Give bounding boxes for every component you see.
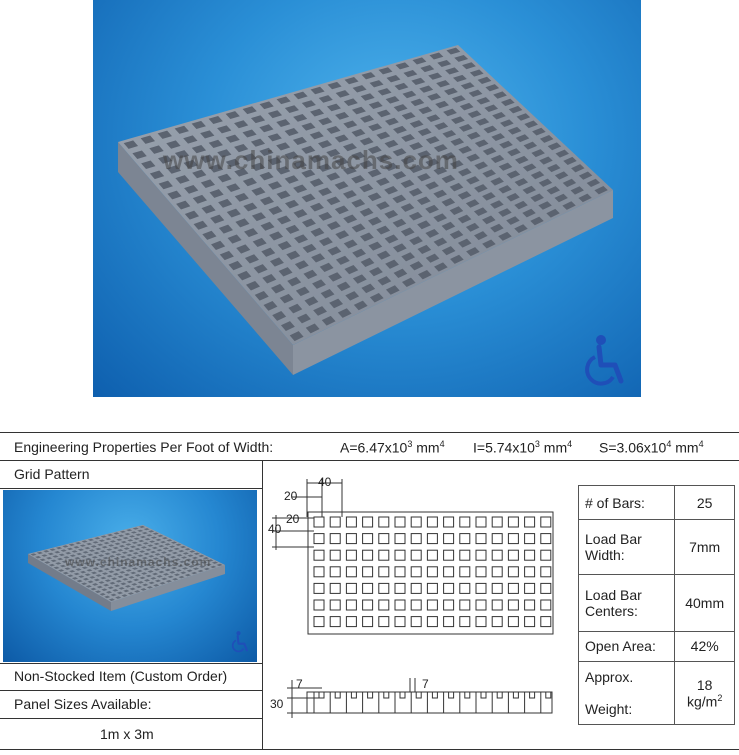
plan-opening xyxy=(525,583,535,593)
property-i-value: I=5.74x10 xyxy=(473,439,535,456)
spec-weight-value-exp: 2 xyxy=(717,692,723,703)
section-notch xyxy=(351,692,356,698)
plan-opening xyxy=(541,617,551,627)
grid-pattern-label: Grid Pattern xyxy=(14,466,90,482)
property-s-exp: 4 xyxy=(666,439,672,449)
spec-centers-value: 40mm xyxy=(675,575,735,632)
plan-opening xyxy=(363,550,373,560)
section-notch xyxy=(416,692,421,698)
plan-opening xyxy=(330,600,340,610)
plan-opening xyxy=(476,534,486,544)
section-notch xyxy=(465,692,470,698)
plan-opening xyxy=(363,567,373,577)
thumbnail-grating xyxy=(3,490,257,662)
plan-opening xyxy=(444,550,454,560)
dimension-side-30: 30 xyxy=(270,697,284,711)
section-notch xyxy=(400,692,405,698)
plan-opening xyxy=(330,517,340,527)
plan-opening xyxy=(314,617,324,627)
spec-row-weight xyxy=(579,662,735,725)
spec-weight-label xyxy=(579,662,675,725)
property-a-value: A=6.47x10 xyxy=(340,439,408,456)
section-notch xyxy=(432,692,437,698)
plan-opening xyxy=(395,550,405,560)
plan-opening xyxy=(541,583,551,593)
plan-opening xyxy=(508,517,518,527)
section-notch xyxy=(513,692,518,698)
property-s-value: S=3.06x10 xyxy=(599,439,667,456)
spec-width-label-line2: Width: xyxy=(585,547,625,564)
properties-label: Engineering Properties Per Foot of Width: xyxy=(14,439,274,455)
section-notch xyxy=(497,692,502,698)
plan-opening xyxy=(346,617,356,627)
plan-opening xyxy=(330,583,340,593)
plan-opening xyxy=(346,583,356,593)
plan-opening xyxy=(444,617,454,627)
plan-opening xyxy=(525,550,535,560)
plan-opening xyxy=(476,583,486,593)
plan-opening xyxy=(314,583,324,593)
spec-bars-label: # of Bars: xyxy=(579,486,675,520)
plan-opening xyxy=(444,567,454,577)
grating-illustration xyxy=(93,0,641,397)
plan-opening xyxy=(427,567,437,577)
property-i-exp: 3 xyxy=(534,439,540,449)
section-notch xyxy=(546,692,551,698)
spec-weight-value-line2: kg/m xyxy=(686,693,718,710)
plan-opening xyxy=(460,550,470,560)
spec-bars-value: 25 xyxy=(675,486,735,520)
plan-opening xyxy=(476,567,486,577)
plan-opening xyxy=(444,534,454,544)
plan-opening xyxy=(541,517,551,527)
dimension-top-40: 40 xyxy=(318,475,332,489)
section-notch xyxy=(335,692,340,698)
plan-opening xyxy=(525,567,535,577)
plan-opening xyxy=(379,534,389,544)
plan-opening xyxy=(411,517,421,527)
plan-opening xyxy=(427,600,437,610)
plan-opening xyxy=(508,534,518,544)
property-i xyxy=(473,439,572,456)
plan-opening xyxy=(525,600,535,610)
grid-technical-drawing xyxy=(262,475,572,745)
section-notch xyxy=(530,692,535,698)
plan-opening xyxy=(314,550,324,560)
property-s-unit-exp: 4 xyxy=(698,439,704,449)
plan-opening xyxy=(492,600,502,610)
plan-opening xyxy=(379,617,389,627)
property-a-exp: 3 xyxy=(407,439,413,449)
plan-opening xyxy=(444,600,454,610)
plan-opening xyxy=(492,583,502,593)
grid-pattern-thumbnail xyxy=(3,490,257,662)
plan-opening xyxy=(363,600,373,610)
plan-opening xyxy=(460,617,470,627)
plan-opening xyxy=(411,567,421,577)
plan-opening xyxy=(379,550,389,560)
drawing-svg xyxy=(262,475,572,745)
plan-opening xyxy=(395,583,405,593)
plan-opening xyxy=(427,534,437,544)
spec-open-value: 42% xyxy=(675,631,735,661)
plan-opening xyxy=(411,534,421,544)
plan-opening xyxy=(476,617,486,627)
plan-opening xyxy=(460,600,470,610)
spec-width-label xyxy=(579,520,675,575)
spec-width-label-line1: Load Bar xyxy=(585,531,642,548)
plan-opening xyxy=(330,550,340,560)
spec-width-value: 7mm xyxy=(675,520,735,575)
plan-opening xyxy=(476,600,486,610)
product-photo xyxy=(93,0,641,397)
plan-opening xyxy=(476,550,486,560)
plan-opening xyxy=(508,550,518,560)
spec-weight-value xyxy=(675,662,735,725)
plan-opening xyxy=(411,583,421,593)
property-i-unit-exp: 4 xyxy=(567,439,573,449)
plan-opening xyxy=(492,517,502,527)
plan-opening xyxy=(492,617,502,627)
spec-row-centers xyxy=(579,575,735,632)
plan-opening xyxy=(460,534,470,544)
plan-opening xyxy=(444,517,454,527)
plan-opening xyxy=(460,567,470,577)
plan-opening xyxy=(379,600,389,610)
spec-centers-label-line1: Load Bar xyxy=(585,586,642,603)
plan-opening xyxy=(346,567,356,577)
plan-opening xyxy=(314,534,324,544)
dimension-left-20: 20 xyxy=(286,512,300,526)
plan-opening xyxy=(363,583,373,593)
plan-opening xyxy=(476,517,486,527)
watermark-text: www.chinamachs.com xyxy=(163,145,459,175)
plan-opening xyxy=(541,534,551,544)
plan-opening xyxy=(460,583,470,593)
section-notch xyxy=(384,692,389,698)
plan-opening xyxy=(411,617,421,627)
plan-opening xyxy=(330,534,340,544)
spec-centers-label xyxy=(579,575,675,632)
plan-opening xyxy=(314,517,324,527)
section-notch xyxy=(319,692,324,698)
spec-row-bars xyxy=(579,486,735,520)
plan-opening xyxy=(492,550,502,560)
plan-opening xyxy=(525,517,535,527)
non-stocked-label: Non-Stocked Item (Custom Order) xyxy=(14,668,228,684)
plan-opening xyxy=(363,617,373,627)
spec-weight-label-line1: Approx. xyxy=(585,669,634,686)
plan-opening xyxy=(508,567,518,577)
property-a-unit: mm xyxy=(412,439,440,456)
property-a xyxy=(340,439,445,456)
spec-table xyxy=(578,485,735,725)
plan-opening xyxy=(363,534,373,544)
plan-opening xyxy=(395,534,405,544)
plan-opening xyxy=(363,517,373,527)
plan-opening xyxy=(379,567,389,577)
plan-opening xyxy=(508,617,518,627)
thumbnail-watermark: www.chinamachs.com xyxy=(65,555,212,569)
spec-row-open xyxy=(579,631,735,661)
panel-sizes-label: Panel Sizes Available: xyxy=(14,696,152,712)
plan-opening xyxy=(395,600,405,610)
plan-opening xyxy=(460,517,470,527)
plan-opening xyxy=(346,600,356,610)
panel-size-value: 1m x 3m xyxy=(100,726,154,742)
plan-opening xyxy=(411,550,421,560)
plan-opening xyxy=(525,617,535,627)
plan-opening xyxy=(492,534,502,544)
plan-opening xyxy=(427,550,437,560)
property-a-unit-exp: 4 xyxy=(439,439,445,449)
plan-opening xyxy=(525,534,535,544)
plan-opening xyxy=(330,567,340,577)
property-s-unit: mm xyxy=(671,439,699,456)
property-i-unit: mm xyxy=(539,439,568,456)
thumbnail-wheelchair-icon xyxy=(231,630,251,659)
plan-opening xyxy=(379,517,389,527)
plan-opening xyxy=(395,567,405,577)
plan-opening xyxy=(346,517,356,527)
section-notch xyxy=(481,692,486,698)
plan-opening xyxy=(427,617,437,627)
plan-opening xyxy=(379,583,389,593)
plan-opening xyxy=(541,567,551,577)
plan-opening xyxy=(444,583,454,593)
dimension-left-40: 40 xyxy=(268,522,282,536)
spec-open-label: Open Area: xyxy=(579,631,675,661)
spec-weight-value-line1: 18 xyxy=(696,676,713,693)
plan-opening xyxy=(508,583,518,593)
plan-opening xyxy=(508,600,518,610)
spec-weight-label-line2: Weight: xyxy=(585,701,633,718)
plan-opening xyxy=(314,600,324,610)
plan-opening xyxy=(492,567,502,577)
section-notch xyxy=(449,692,454,698)
spec-centers-label-line2: Centers: xyxy=(585,602,638,619)
plan-opening xyxy=(395,517,405,527)
dimension-top-20: 20 xyxy=(284,489,298,503)
plan-opening xyxy=(330,617,340,627)
plan-opening xyxy=(346,534,356,544)
plan-opening xyxy=(541,550,551,560)
plan-opening xyxy=(346,550,356,560)
plan-opening xyxy=(541,600,551,610)
dimension-side-7b: 7 xyxy=(422,677,429,691)
plan-opening xyxy=(395,617,405,627)
section-notch xyxy=(368,692,373,698)
plan-opening xyxy=(411,600,421,610)
property-s xyxy=(599,439,704,456)
plan-opening xyxy=(314,567,324,577)
dimension-side-7a: 7 xyxy=(296,677,303,691)
spec-row-width xyxy=(579,520,735,575)
plan-opening xyxy=(427,583,437,593)
plan-opening xyxy=(427,517,437,527)
